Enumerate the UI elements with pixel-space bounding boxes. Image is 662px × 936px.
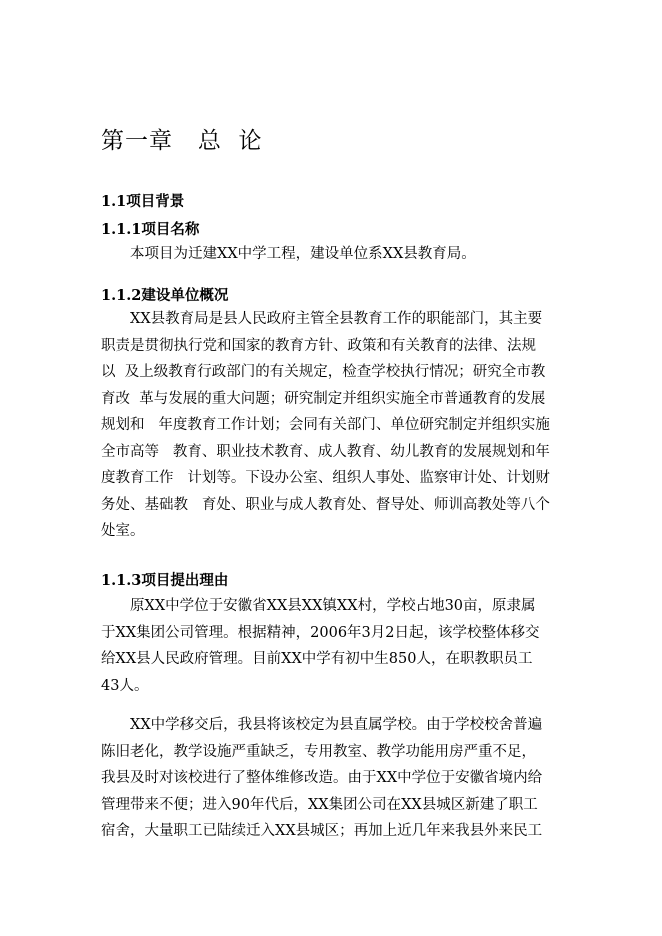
section-heading-1-1-1: 1.1.1项目名称 [101,221,200,238]
text-line: 全市高等 教育、职业技术教育、成人教育、幼儿教育的发展规划和年 [101,443,550,460]
text-line: 处室。 [101,523,145,539]
text-line: 度教育工作 计划等。下设办公室、组织人事处、监察审计处、计划财 [101,470,550,486]
chapter-title: 第一章 总 论 [101,128,263,154]
text-line: 管理带来不便；进入90年代后，XX集团公司在XX县城区新建了职工 [101,796,538,813]
text-line: 以 及上级教育行政部门的有关规定，检查学校执行情况；研究全市教 [101,364,546,380]
text-line: XX县教育局是县人民政府主管全县教育工作的职能部门，其主要 [130,311,543,327]
text-line: 给XX县人民政府管理。目前XX中学有初中生850人，在职教职员工 [101,651,533,667]
section-heading-1-1-2: 1.1.2建设单位概况 [101,287,229,304]
paragraph-project-name [101,241,583,268]
paragraph-unit-overview [101,306,583,545]
text-line: 于XX集团公司管理。根据精神，2006年3月2日起，该学校整体移交 [101,624,540,641]
paragraph-reason-2 [101,712,583,845]
text-line: 原XX中学位于安徽省XX县XX镇XX村，学校占地30亩，原隶属 [130,598,536,614]
text-line: 我县及时对该校进行了整体维修改造。由于XX中学位于安徽省境内给 [101,770,543,786]
text-line: 育改 革与发展的重大问题；研究制定并组织实施全市普通教育的发展 [101,390,546,407]
section-heading-1-1: 1.1项目背景 [101,193,185,210]
text-line: XX中学移交后，我县将该校定为县直属学校。由于学校校舍普遍 [130,717,543,733]
paragraph-reason-1 [101,593,583,699]
text-line: 职责是贯彻执行党和国家的教育方针、政策和有关教育的法律、法规 [101,337,536,354]
text-line: 43人。 [101,677,149,694]
text-line: 务处、基础教 育处、职业与成人教育处、督导处、师训高教处等八个 [101,496,550,513]
section-heading-1-1-3: 1.1.3项目提出理由 [101,572,229,589]
text-line: 本项目为迁建XX中学工程，建设单位系XX县教育局。 [130,246,476,262]
text-line: 规划和 年度教育工作计划；会同有关部门、单位研究制定并组织实施 [101,417,550,433]
text-line: 陈旧老化，教学设施严重缺乏，专用教室、教学功能用房严重不足， [101,743,536,760]
text-line: 宿舍，大量职工已陆续迁入XX县城区；再加上近几年来我县外来民工 [101,823,543,839]
